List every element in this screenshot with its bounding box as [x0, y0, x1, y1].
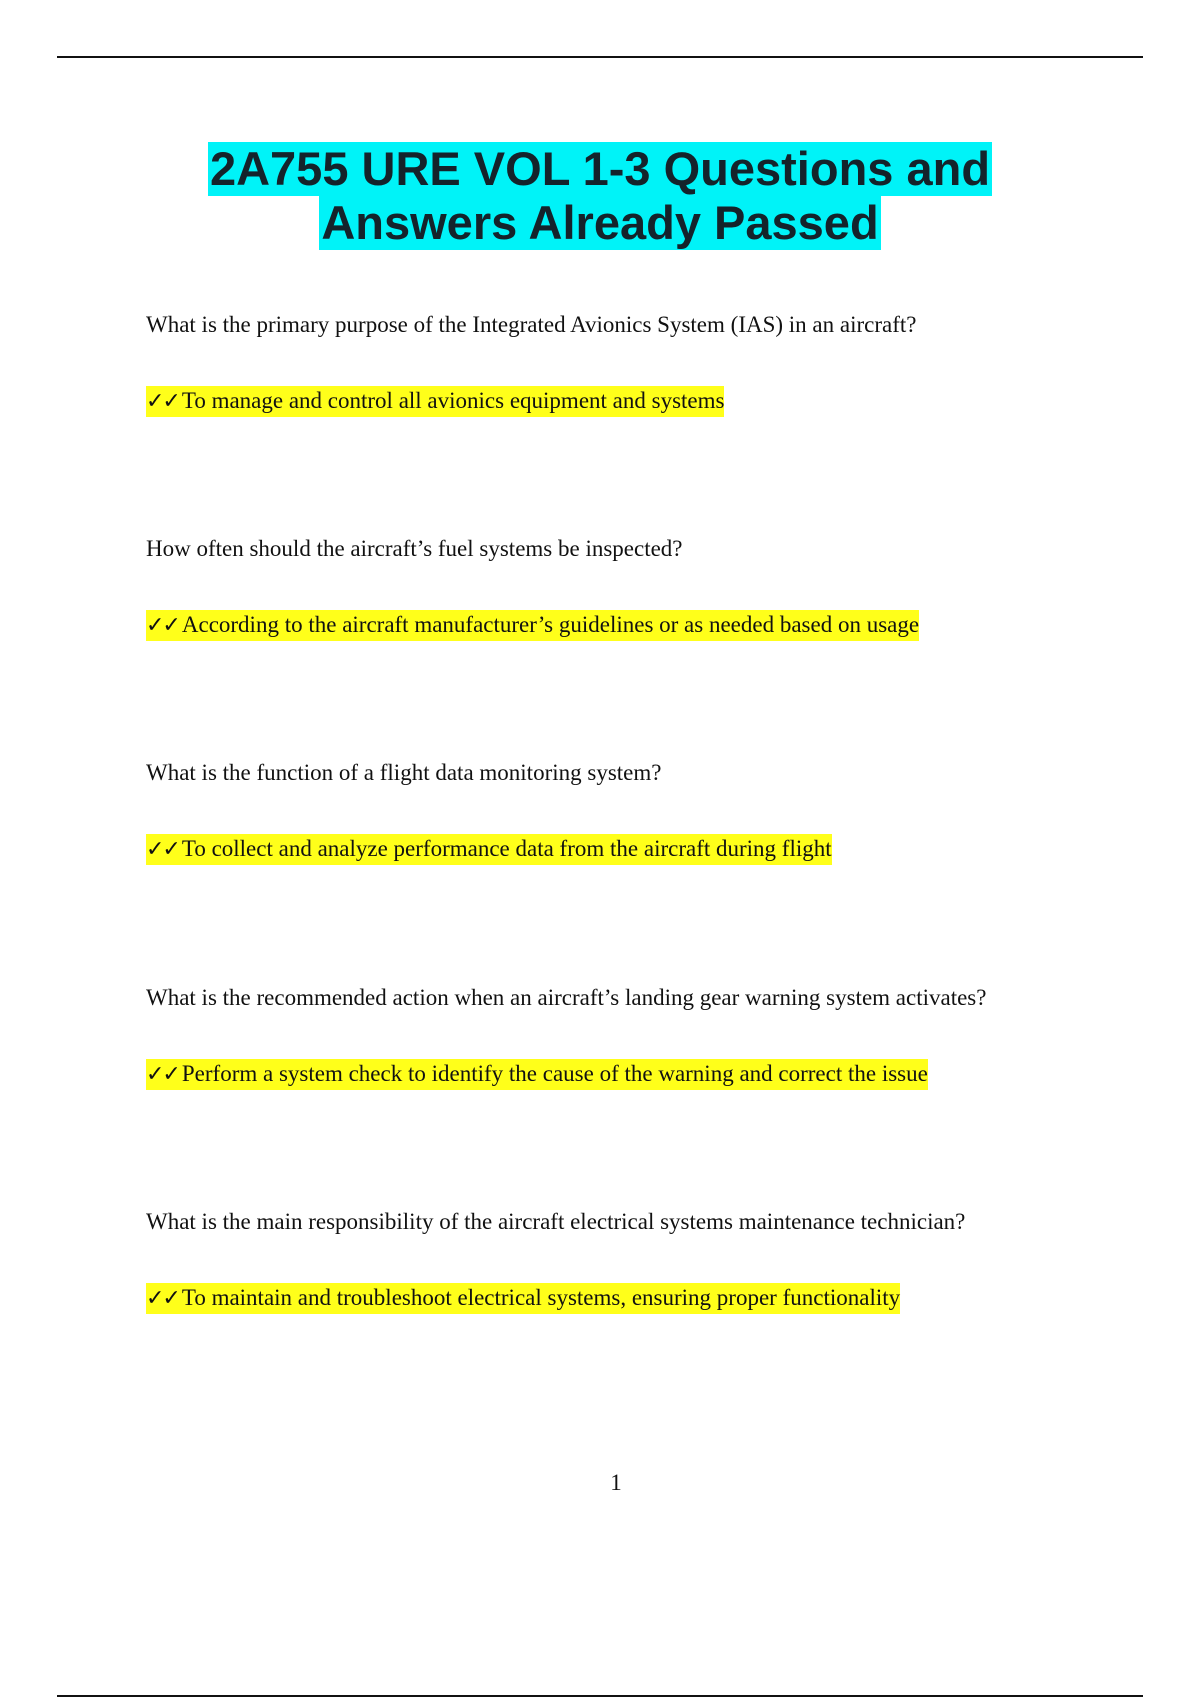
title-line-1: 2A755 URE VOL 1-3 Questions and	[209, 142, 991, 195]
question-3: What is the function of a flight data monitoring system?	[146, 760, 662, 785]
answer-5	[146, 1283, 900, 1314]
qa-item-2	[146, 534, 1106, 638]
check-icon: ✓✓	[146, 613, 179, 638]
check-icon: ✓✓	[146, 1062, 179, 1087]
check-icon: ✓✓	[146, 837, 179, 862]
bottom-rule	[57, 1695, 1143, 1697]
check-icon: ✓✓	[146, 389, 179, 414]
question-1: What is the primary purpose of the Integrated Avionics System (IAS) in an aircraft?	[146, 312, 917, 337]
qa-item-4	[146, 983, 1106, 1087]
question-4: What is the recommended action when an aircraft’s landing gear warning system activates?	[146, 985, 987, 1010]
qa-item-3	[146, 758, 1106, 862]
qa-item-1	[146, 310, 1106, 414]
answer-4	[146, 1059, 928, 1090]
answer-2-text: According to the aircraft manufacturer’s guidelines or as needed based on usage	[181, 612, 920, 637]
page-number: 1	[610, 1470, 622, 1495]
answer-3-text: To collect and analyze performance data from the aircraft during flight	[181, 836, 832, 861]
answer-5-text: To maintain and troubleshoot electrical systems, ensuring proper functionality	[181, 1285, 901, 1310]
document-title	[0, 142, 1200, 250]
answer-4-text: Perform a system check to identify the cause of the warning and correct the issue	[181, 1061, 928, 1086]
question-5: What is the main responsibility of the aircraft electrical systems maintenance technician?	[146, 1209, 966, 1234]
top-rule	[57, 56, 1143, 58]
answer-3	[146, 834, 832, 865]
answer-1	[146, 386, 724, 417]
title-line-2: Answers Already Passed	[321, 196, 879, 249]
question-2: How often should the aircraft’s fuel systems be inspected?	[146, 536, 683, 561]
qa-item-5	[146, 1207, 1106, 1311]
answer-1-text: To manage and control all avionics equipment and systems	[181, 388, 725, 413]
check-icon: ✓✓	[146, 1286, 179, 1311]
answer-2	[146, 610, 919, 641]
